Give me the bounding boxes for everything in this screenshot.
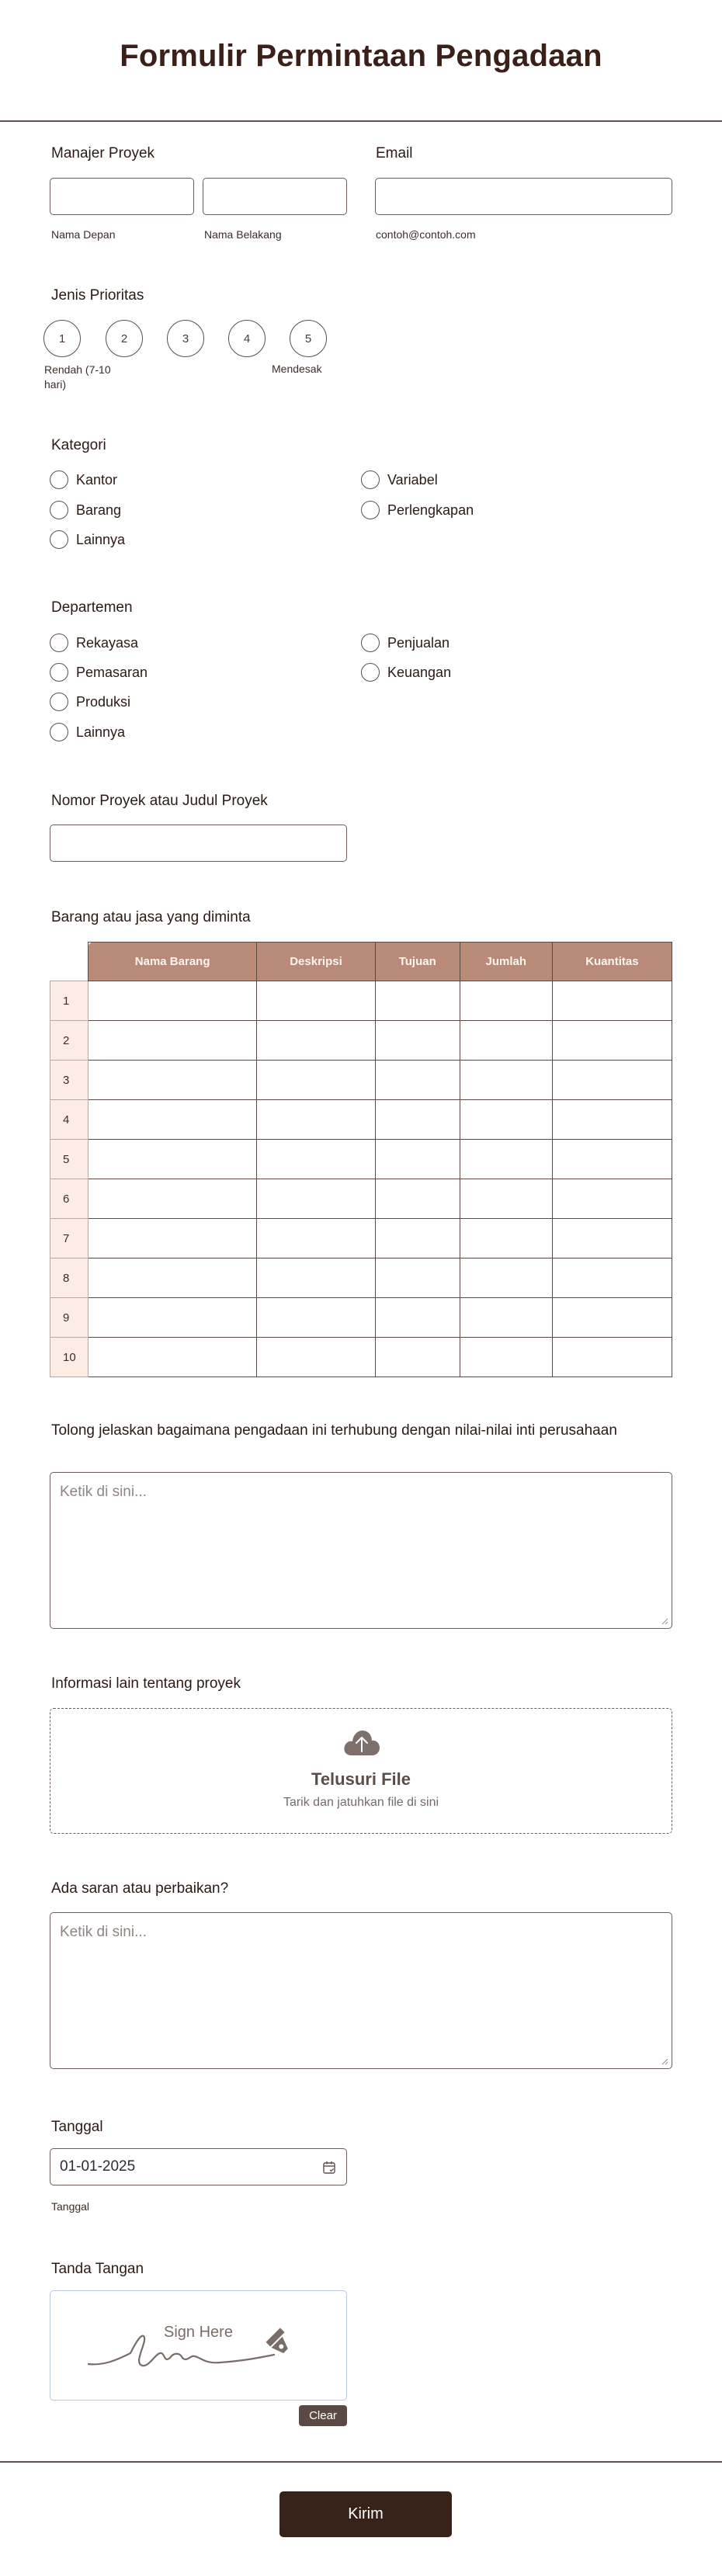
category-option-variabel[interactable] <box>361 470 438 489</box>
upload-label: Informasi lain tentang proyek <box>51 1675 241 1692</box>
category-option-barang[interactable] <box>50 501 121 519</box>
table-cell-input[interactable] <box>552 1021 672 1061</box>
column-header: Tujuan <box>375 943 460 981</box>
table-cell-input[interactable] <box>89 1258 257 1298</box>
radio-circle[interactable] <box>50 530 68 549</box>
radio-circle[interactable] <box>50 663 68 682</box>
table-cell-input[interactable] <box>89 1179 257 1219</box>
table-row <box>50 1140 672 1179</box>
radio-circle[interactable] <box>50 634 68 652</box>
table-row <box>50 981 672 1021</box>
department-option-penjualan[interactable] <box>361 634 450 652</box>
option-label: Variabel <box>387 471 438 488</box>
table-cell-input[interactable] <box>257 1179 375 1219</box>
date-sublabel: Tanggal <box>51 2200 90 2213</box>
table-row <box>50 1061 672 1100</box>
table-cell-input[interactable] <box>460 1338 552 1377</box>
table-cell-input[interactable] <box>375 1179 460 1219</box>
table-cell-input[interactable] <box>552 1298 672 1338</box>
suggestions-textarea[interactable] <box>50 1912 672 2069</box>
table-cell-input[interactable] <box>552 1179 672 1219</box>
upload-hint: Tarik dan jatuhkan file di sini <box>283 1796 439 1809</box>
row-number: 10 <box>50 1338 89 1377</box>
table-cell-input[interactable] <box>552 981 672 1021</box>
table-cell-input[interactable] <box>375 1140 460 1179</box>
department-label: Departemen <box>51 599 133 616</box>
radio-circle[interactable] <box>50 693 68 711</box>
table-cell-input[interactable] <box>375 1061 460 1100</box>
table-cell-input[interactable] <box>89 1021 257 1061</box>
priority-option-3[interactable]: 3 <box>167 320 204 357</box>
first-name-sublabel: Nama Depan <box>51 228 116 241</box>
table-cell-input[interactable] <box>257 1338 375 1377</box>
resize-handle-icon[interactable] <box>661 2057 668 2065</box>
project-input[interactable] <box>50 825 347 862</box>
signature-placeholder: Sign Here <box>164 2324 233 2341</box>
row-number-header <box>50 943 89 981</box>
column-header: Jumlah <box>460 943 552 981</box>
table-cell-input[interactable] <box>257 1061 375 1100</box>
file-dropzone[interactable] <box>50 1708 672 1834</box>
table-row <box>50 1298 672 1338</box>
signature-label: Tanda Tangan <box>51 2261 144 2277</box>
row-number: 1 <box>50 981 89 1021</box>
resize-handle-icon[interactable] <box>661 1617 668 1625</box>
items-table-label: Barang atau jasa yang diminta <box>51 909 251 925</box>
option-label: Pemasaran <box>76 664 148 680</box>
department-option-keuangan[interactable] <box>361 663 451 682</box>
page-title: Formulir Permintaan Pengadaan <box>120 39 602 73</box>
table-cell-input[interactable] <box>375 1338 460 1377</box>
option-label: Lainnya <box>76 531 126 547</box>
browse-files-button[interactable]: Telusuri File <box>311 1769 411 1789</box>
column-header: Deskripsi <box>257 943 375 981</box>
table-cell-input[interactable] <box>257 1100 375 1140</box>
department-option-rekayasa[interactable] <box>50 634 138 652</box>
calendar-icon[interactable] <box>322 2161 336 2175</box>
category-option-perlengkapan[interactable] <box>361 501 474 519</box>
table-cell-input[interactable] <box>89 1338 257 1377</box>
table-cell-input[interactable] <box>89 1140 257 1179</box>
table-cell-input[interactable] <box>89 1219 257 1258</box>
column-header: Kuantitas <box>552 943 672 981</box>
suggestions-label: Ada saran atau perbaikan? <box>51 1880 229 1897</box>
priority-option-4[interactable]: 4 <box>228 320 266 357</box>
option-label: Produksi <box>76 693 131 710</box>
table-cell-input[interactable] <box>375 981 460 1021</box>
header-divider <box>0 120 722 122</box>
radio-circle[interactable] <box>50 501 68 519</box>
table-row <box>50 1021 672 1061</box>
priority-option-2[interactable]: 2 <box>106 320 143 357</box>
table-cell-input[interactable] <box>552 1100 672 1140</box>
category-option-kantor[interactable] <box>50 470 117 489</box>
table-cell-input[interactable] <box>257 981 375 1021</box>
row-number: 5 <box>50 1140 89 1179</box>
table-cell-input[interactable] <box>552 1338 672 1377</box>
option-label: Rekayasa <box>76 634 139 651</box>
table-cell-input[interactable] <box>552 1140 672 1179</box>
email-sublabel: contoh@contoh.com <box>376 228 476 241</box>
table-cell-input[interactable] <box>375 1258 460 1298</box>
email-label: Email <box>376 145 413 161</box>
table-row <box>50 1179 672 1219</box>
row-number: 2 <box>50 1021 89 1061</box>
signature-pad[interactable] <box>50 2290 347 2401</box>
table-cell-input[interactable] <box>460 1298 552 1338</box>
table-cell-input[interactable] <box>460 981 552 1021</box>
category-option-lainnya[interactable] <box>50 530 125 549</box>
radio-circle[interactable] <box>361 501 380 519</box>
column-header: Nama Barang <box>89 943 257 981</box>
option-label: Kantor <box>76 471 118 488</box>
table-cell-input[interactable] <box>257 1140 375 1179</box>
core-values-textarea[interactable] <box>50 1472 672 1629</box>
table-cell-input[interactable] <box>89 1298 257 1338</box>
table-cell-input[interactable] <box>257 1021 375 1061</box>
cloud-upload-icon <box>342 1729 381 1757</box>
option-label: Keuangan <box>387 664 452 680</box>
priority-option-1[interactable]: 1 <box>43 320 81 357</box>
email-field[interactable] <box>375 178 672 215</box>
items-table <box>50 942 672 1377</box>
table-cell-input[interactable] <box>460 1258 552 1298</box>
category-label: Kategori <box>51 437 106 453</box>
table-cell-input[interactable] <box>552 1258 672 1298</box>
pen-signature-icon <box>88 2322 313 2369</box>
row-number: 3 <box>50 1061 89 1100</box>
textarea-placeholder: Ketik di sini... <box>60 1484 147 1500</box>
table-cell-input[interactable] <box>460 1219 552 1258</box>
table-cell-input[interactable] <box>89 1100 257 1140</box>
date-label: Tanggal <box>51 2119 103 2135</box>
core-values-label: Tolong jelaskan bagaimana pengadaan ini terhubung dengan nilai-nilai inti perusahaan <box>51 1422 617 1439</box>
radio-circle[interactable] <box>361 663 380 682</box>
department-option-pemasaran[interactable] <box>50 663 148 682</box>
project-label: Nomor Proyek atau Judul Proyek <box>51 793 268 809</box>
table-cell-input[interactable] <box>89 1061 257 1100</box>
textarea-placeholder: Ketik di sini... <box>60 1924 147 1940</box>
option-label: Perlengkapan <box>387 502 474 518</box>
option-label: Penjualan <box>387 634 450 651</box>
row-number: 4 <box>50 1100 89 1140</box>
department-option-produksi[interactable] <box>50 693 130 711</box>
radio-circle[interactable] <box>361 470 380 489</box>
table-cell-input[interactable] <box>460 1140 552 1179</box>
manager-label: Manajer Proyek <box>51 145 155 161</box>
table-cell-input[interactable] <box>257 1298 375 1338</box>
table-cell-input[interactable] <box>552 1061 672 1100</box>
radio-circle[interactable] <box>361 634 380 652</box>
option-label: Lainnya <box>76 724 126 740</box>
table-cell-input[interactable] <box>460 1100 552 1140</box>
table-cell-input[interactable] <box>460 1179 552 1219</box>
row-number: 8 <box>50 1258 89 1298</box>
row-number: 6 <box>50 1179 89 1219</box>
table-cell-input[interactable] <box>375 1298 460 1338</box>
table-cell-input[interactable] <box>375 1219 460 1258</box>
radio-circle[interactable] <box>50 723 68 741</box>
row-number: 9 <box>50 1298 89 1338</box>
table-cell-input[interactable] <box>460 1021 552 1061</box>
last-name-sublabel: Nama Belakang <box>204 228 282 241</box>
table-row <box>50 1219 672 1258</box>
priority-low-label: Rendah (7-10 hari) <box>44 363 111 391</box>
table-cell-input[interactable] <box>257 1258 375 1298</box>
last-name-input[interactable] <box>203 178 347 215</box>
table-cell-input[interactable] <box>552 1219 672 1258</box>
priority-label: Jenis Prioritas <box>51 287 144 304</box>
date-value: 01-01-2025 <box>60 2158 136 2175</box>
table-row <box>50 1338 672 1377</box>
table-cell-input[interactable] <box>89 981 257 1021</box>
priority-high-label: Mendesak <box>272 363 322 375</box>
table-cell-input[interactable] <box>460 1061 552 1100</box>
department-option-lainnya[interactable] <box>50 723 125 741</box>
submit-button[interactable]: Kirim <box>279 2491 452 2537</box>
row-number: 7 <box>50 1219 89 1258</box>
table-row <box>50 1258 672 1298</box>
option-label: Barang <box>76 502 122 518</box>
clear-signature-button[interactable]: Clear <box>299 2405 347 2426</box>
footer-divider <box>0 2461 722 2463</box>
first-name-input[interactable] <box>50 178 194 215</box>
table-cell-input[interactable] <box>375 1100 460 1140</box>
date-input[interactable] <box>50 2148 347 2185</box>
priority-option-5[interactable]: 5 <box>290 320 327 357</box>
table-cell-input[interactable] <box>257 1219 375 1258</box>
radio-circle[interactable] <box>50 470 68 489</box>
table-cell-input[interactable] <box>375 1021 460 1061</box>
table-row <box>50 1100 672 1140</box>
